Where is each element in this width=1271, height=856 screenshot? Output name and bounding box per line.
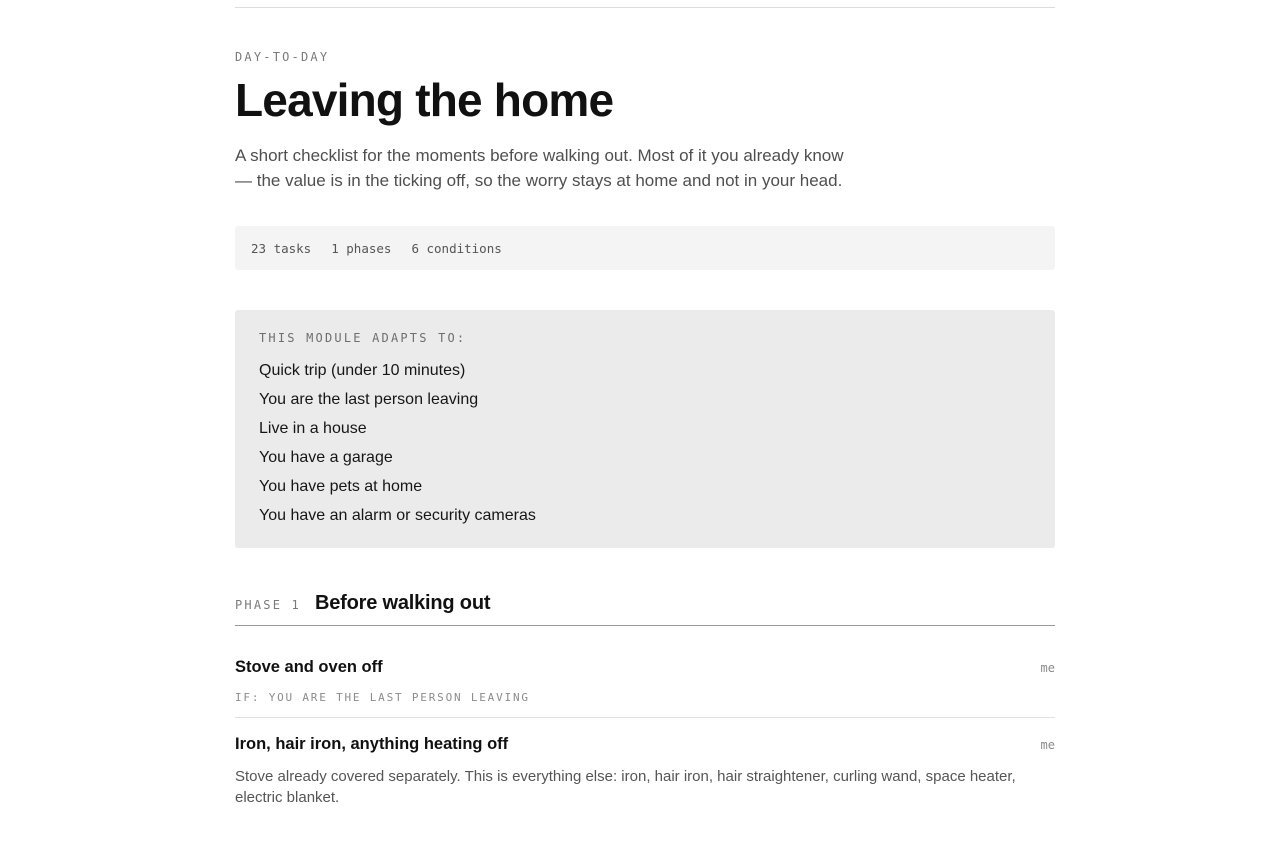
condition-item: You have pets at home bbox=[259, 478, 423, 495]
task-owner: me bbox=[1040, 738, 1055, 752]
page-title: Leaving the home bbox=[235, 74, 614, 126]
top-divider bbox=[235, 7, 1055, 8]
condition-item: Quick trip (under 10 minutes) bbox=[259, 362, 466, 379]
task-count: 23 tasks bbox=[251, 240, 312, 256]
task-condition: IF: YOU ARE THE LAST PERSON LEAVING bbox=[235, 691, 530, 704]
task-description: Stove already covered separately. This is everything else: iron, hair iron, hair straightener, curling wand, space heater, electric blanket. bbox=[235, 768, 1016, 806]
task-item[interactable] bbox=[235, 718, 1055, 808]
phase-number: PHASE 1 bbox=[235, 598, 301, 612]
module-intro: A short checklist for the moments before walking out. Most of it you already know — the value is in the ticking off, so the worry stays at home and not in your head. bbox=[235, 146, 844, 190]
task-owner: me bbox=[1040, 661, 1055, 675]
task-title: Stove and oven off bbox=[235, 658, 383, 676]
condition-item: You have an alarm or security cameras bbox=[259, 507, 536, 524]
condition-item: You are the last person leaving bbox=[259, 391, 479, 408]
task-header bbox=[235, 658, 1055, 677]
phase-header bbox=[235, 592, 1055, 626]
module-page bbox=[235, 0, 1055, 808]
phase-count: 1 phases bbox=[331, 240, 392, 256]
phase-title: Before walking out bbox=[314, 592, 491, 614]
task-item[interactable] bbox=[235, 626, 1055, 718]
task-header bbox=[235, 735, 1055, 754]
adapts-panel bbox=[235, 310, 1055, 548]
module-category: DAY-TO-DAY bbox=[235, 50, 330, 64]
module-stats-bar bbox=[235, 226, 1055, 270]
condition-count: 6 conditions bbox=[411, 240, 502, 256]
task-title: Iron, hair iron, anything heating off bbox=[235, 735, 509, 753]
condition-item: Live in a house bbox=[259, 420, 367, 437]
adapts-heading: THIS MODULE ADAPTS TO: bbox=[259, 331, 467, 345]
condition-item: You have a garage bbox=[259, 449, 393, 466]
